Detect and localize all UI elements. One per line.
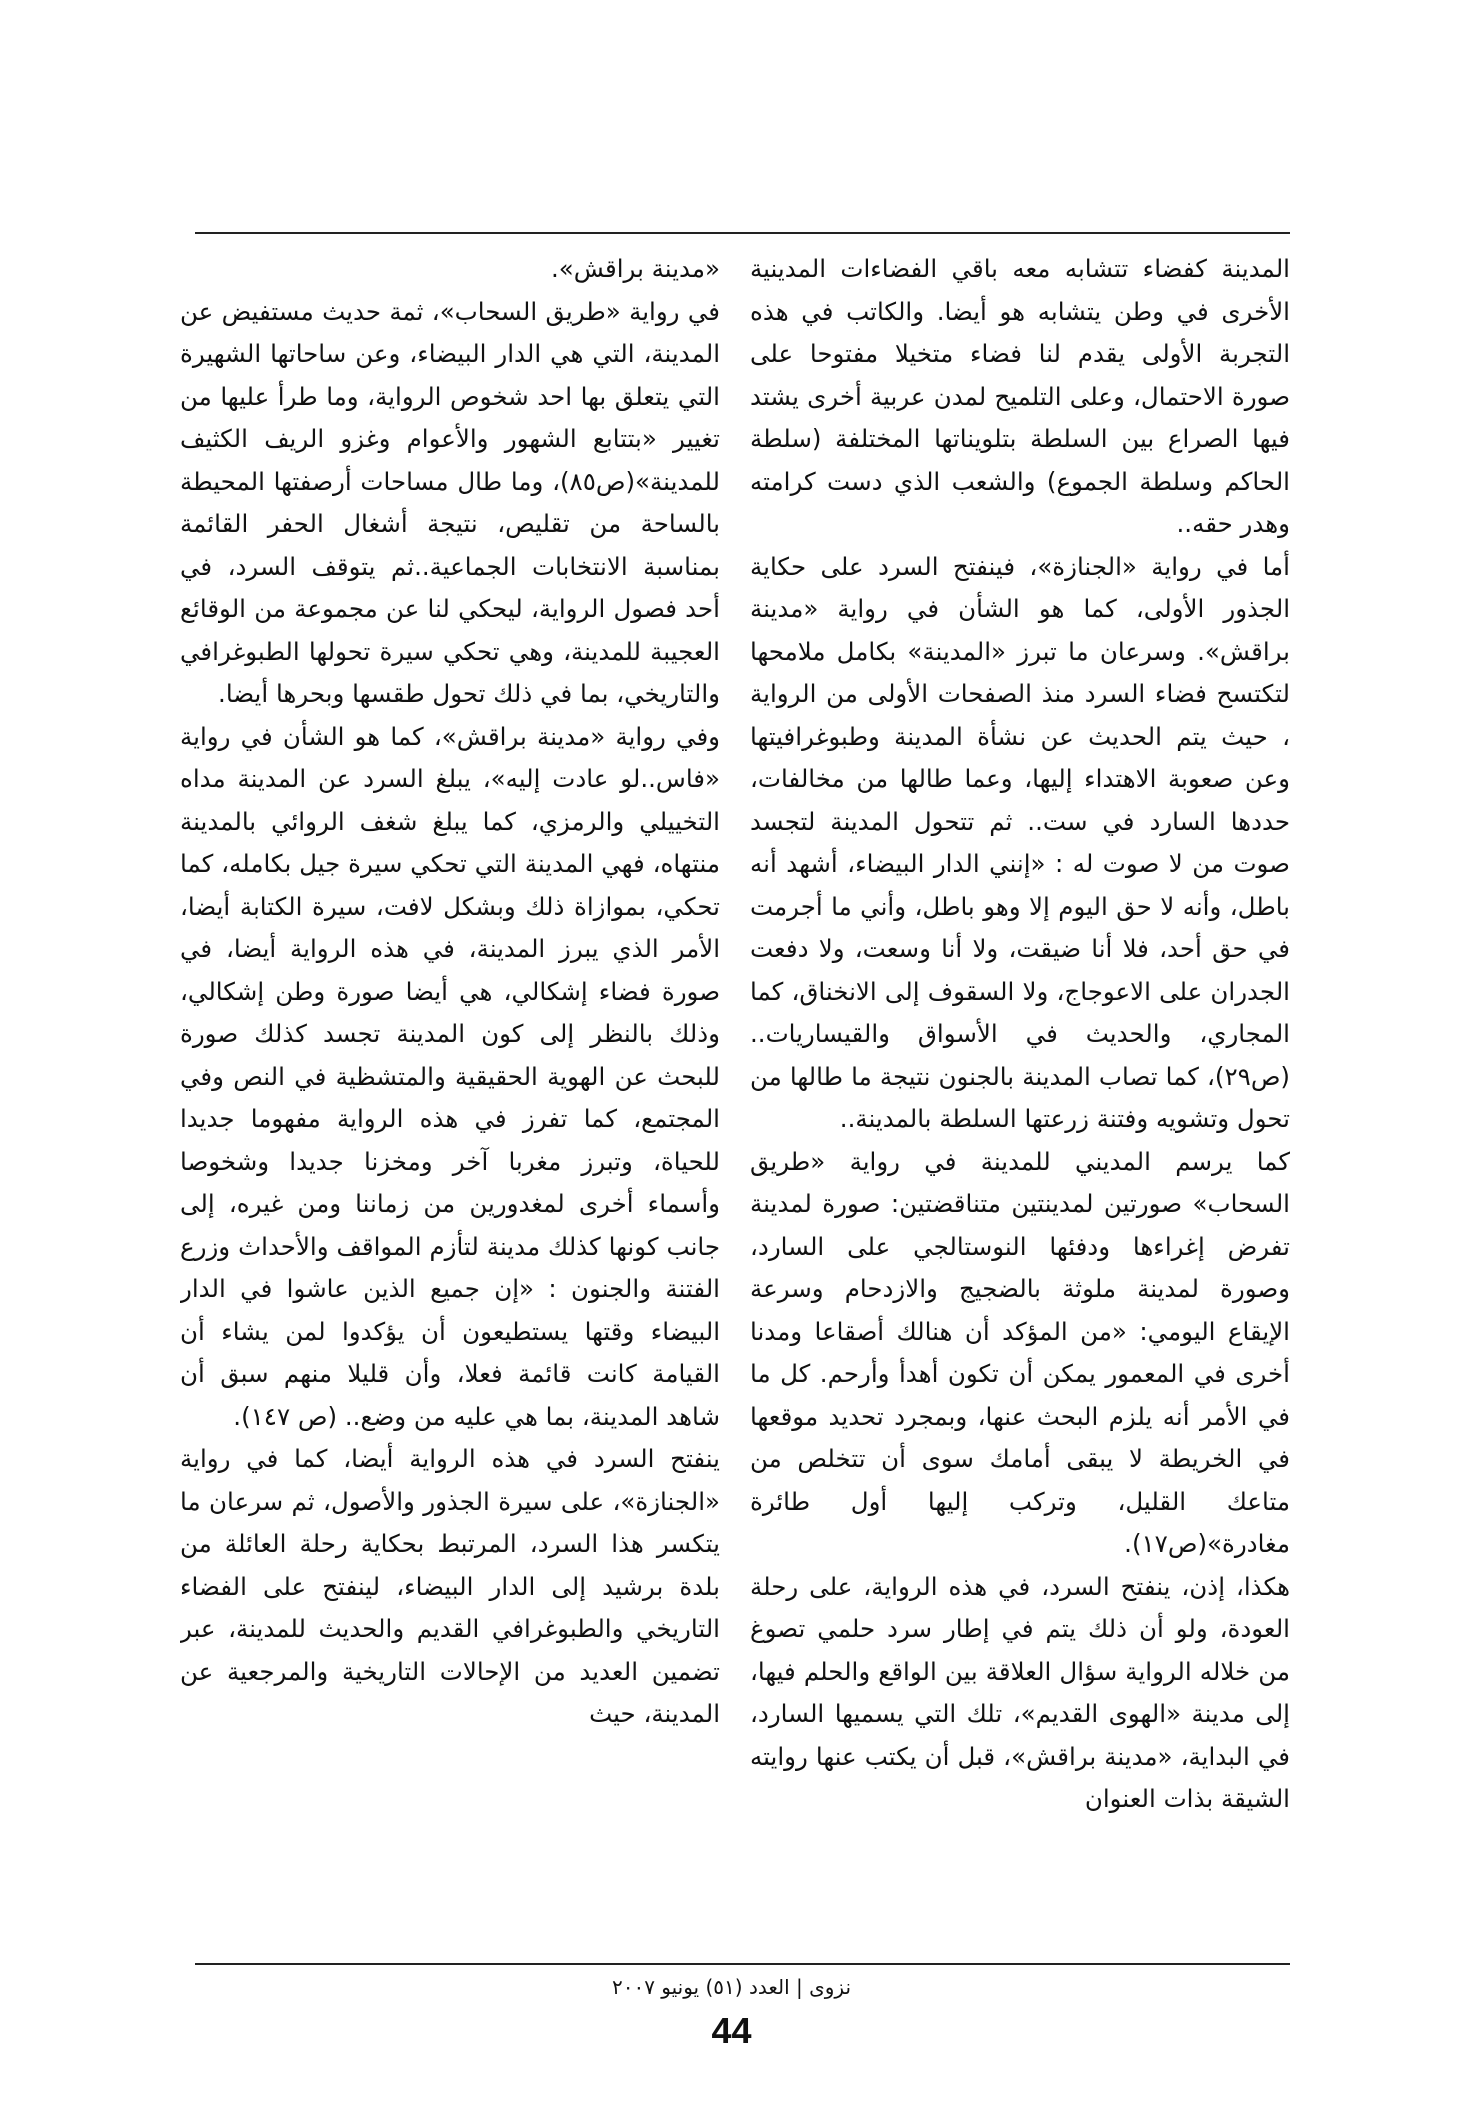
paragraph: كما يرسم المديني للمدينة في رواية «طريق السحاب» صورتين لمدينتين متناقضتين: صورة لمدينة تفرض إغراءها ودفئها النوستالجي على السارد، وصورة لمدينة ملوثة بالضجيج والازدحام وسرعة الإيقاع اليومي: «من المؤكد أن هنالك أصقاعا ومدنا أخرى في المعمور يمكن أن تكون أهدأ وأرحم. كل ما في الأمر أنه يلزم البحث عنها، وبمجرد تحديد موقعها في الخريطة لا يبقى أمامك سوى أن تتخلص من متاعك القليل، وتركب إليها أول طائرة مغادرة»(ص١٧). (750, 1146, 1290, 1558)
paragraph: هكذا، إذن، ينفتح السرد، في هذه الرواية، على رحلة العودة، ولو أن ذلك يتم في إطار سرد حلمي تصوغ من خلاله الرواية سؤال العلاقة بين الواقع والحلم فيها، إلى مدينة «الهوى القديم»، تلك التي يسميها السارد، في البداية، «مدينة براقش»، قبل أن يكتب عنها روايته الشيقة بذات العنوان (750, 1571, 1290, 1813)
top-rule (195, 232, 1290, 234)
paragraph: أما في رواية «الجنازة»، فينفتح السرد على حكاية الجذور الأولى، كما هو الشأن في رواية «مدينة براقش». وسرعان ما تبرز «المدينة» بكامل ملامحها لتكتسح فضاء السرد منذ الصفحات الأولى من الرواية ، حيث يتم الحديث عن نشأة المدينة وطبوغرافيتها وعن صعوبة الاهتداء إليها، وعما طالها من مخالفات، حددها السارد في ست.. ثم تتحول المدينة لتجسد صوت من لا صوت له : «إنني الدار البيضاء، أشهد أنه باطل، وأنه لا حق اليوم إلا وهو باطل، وأني ما أجرمت في حق أحد، فلا أنا ضيقت، ولا أنا وسعت، ولا دفعت الجدران على الاعوجاج، ولا السقوف إلى الانخناق، كما المجاري، والحديث في الأسواق والقيساريات.. (ص٢٩)، كما تصاب المدينة بالجنون نتيجة ما طالها من تحول وتشويه وفتنة زرعتها السلطة بالمدينة.. (750, 551, 1290, 1133)
paragraph: في رواية «طريق السحاب»، ثمة حديث مستفيض عن المدينة، التي هي الدار البيضاء، وعن ساحاتها الشهيرة التي يتعلق بها احد شخوص الرواية، وما طرأ عليها من تغيير «بتتابع الشهور والأعوام وغزو الريف الكثيف للمدينة»(ص٨٥)، وما طال مساحات أرصفتها المحيطة بالساحة من تقليص، نتيجة أشغال الحفر القائمة بمناسبة الانتخابات الجماعية..ثم يتوقف السرد، في أحد فصول الرواية، ليحكي لنا عن مجموعة من الوقائع العجيبة للمدينة، وهي تحكي سيرة تحولها الطبوغرافي والتاريخي، بما في ذلك تحول طقسها وبحرها أيضا. (180, 296, 720, 708)
paragraph: ينفتح السرد في هذه الرواية أيضا، كما في رواية «الجنازة»، على سيرة الجذور والأصول، ثم سرعان ما يتكسر هذا السرد، المرتبط بحكاية رحلة العائلة من بلدة برشيد إلى الدار البيضاء، لينفتح على الفضاء التاريخي والطبوغرافي القديم والحديث للمدينة، عبر تضمين العديد من الإحالات التاريخية والمرجعية عن المدينة، حيث (180, 1444, 720, 1728)
left-column (180, 248, 720, 1953)
page-number: 44 (711, 2010, 752, 2051)
bottom-rule (195, 1963, 1290, 1965)
paragraph: وفي رواية «مدينة براقش»، كما هو الشأن في رواية «فاس..لو عادت إليه»، يبلغ السرد عن المدينة مداه التخييلي والرمزي، كما يبلغ شغف الروائي بالمدينة منتهاه، فهي المدينة التي تحكي سيرة جيل بكامله، كما تحكي، بموازاة ذلك وبشكل لافت، سيرة الكتابة أيضا، الأمر الذي يبرز المدينة، في هذه الرواية أيضا، في صورة فضاء إشكالي، هي أيضا صورة وطن إشكالي، وذلك بالنظر إلى كون المدينة تجسد كذلك صورة للبحث عن الهوية الحقيقية والمتشظية في النص وفي المجتمع، كما تفرز في هذه الرواية مفهوما جديدا للحياة، وتبرز مغربا آخر ومخزنا جديدا وشخوصا وأسماء أخرى لمغدورين من زماننا ومن غيره، إلى جانب كونها كذلك مدينة لتأزم المواقف والأحداث وزرع الفتنة والجنون : «إن جميع الذين عاشوا في الدار البيضاء وقتها يستطيعون أن يؤكدوا لمن يشاء أن القيامة كانت قائمة فعلا، وأن قليلا منهم سبق أن شاهد المدينة، بما هي عليه من وضع.. (ص ١٤٧). (180, 721, 720, 1431)
paragraph: «مدينة براقش». (551, 254, 720, 283)
publication-footer: نزوى | العدد (٥١) يونيو ٢٠٠٧ (611, 1975, 852, 1999)
right-column (750, 248, 1290, 1953)
paragraph: المدينة كفضاء تتشابه معه باقي الفضاءات المدينية الأخرى في وطن يتشابه هو أيضا. والكاتب في هذه التجربة الأولى يقدم لنا فضاء متخيلا مفتوحا على صورة الاحتمال، وعلى التلميح لمدن عربية أخرى يشتد فيها الصراع بين السلطة بتلويناتها المختلفة (سلطة الحاكم وسلطة الجموع) والشعب الذي دست كرامته وهدر حقه.. (750, 254, 1290, 538)
